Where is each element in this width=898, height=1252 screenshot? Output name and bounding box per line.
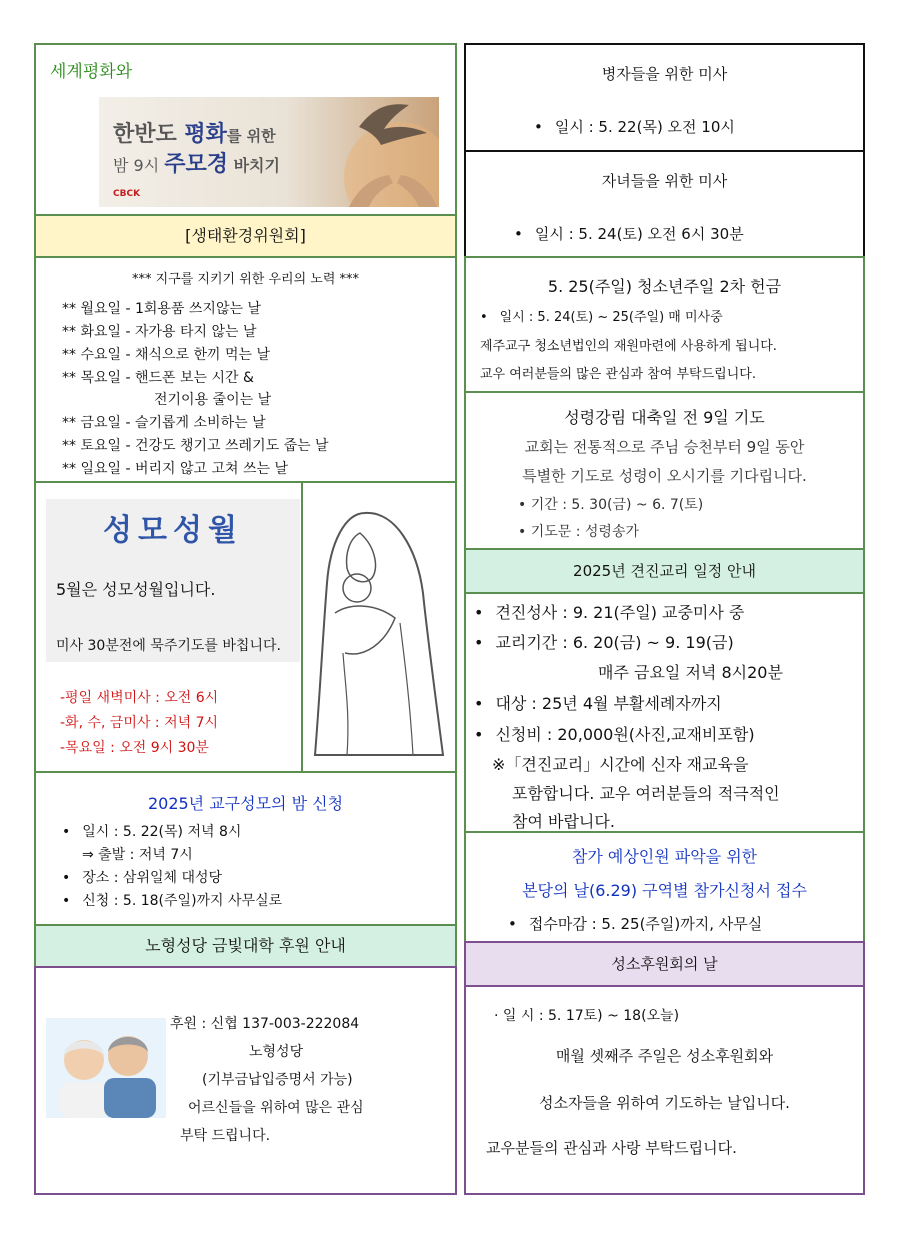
mary-line1: 5월은 성모성월입니다. bbox=[56, 580, 216, 599]
confirmation-section bbox=[464, 592, 865, 833]
pentecost-line1: 교회는 전통적으로 주님 승천부터 9일 동안 bbox=[524, 438, 805, 456]
children-mass-title: 자녀들을 위한 미사 bbox=[601, 172, 728, 190]
pentecost-section bbox=[464, 391, 865, 550]
vocation-line4: 교우분들의 관심과 사랑 부탁드립니다. bbox=[486, 1139, 737, 1157]
parish-day-line1: 참가 예상인원 파악을 위한 bbox=[571, 847, 758, 866]
confirmation-header-text: 2025년 견진교리 일정 안내 bbox=[573, 562, 756, 580]
banner-line1 bbox=[113, 117, 276, 148]
eco-item-tue: ** 화요일 - 자가용 타지 않는 날 bbox=[62, 324, 257, 340]
night-date: • 일시 : 5. 22(목) 저녁 8시 bbox=[62, 821, 241, 841]
confirmation-note3: 참여 바랍니다. bbox=[512, 812, 615, 831]
silver-account: 후원 : 신협 137-003-222084 bbox=[170, 1016, 360, 1032]
youth-date: • 일시 : 5. 24(토) ~ 25(주일) 매 미사중 bbox=[480, 306, 723, 325]
mary-title: 성모성월 bbox=[103, 513, 243, 548]
peace-title: 세계평화와 bbox=[50, 62, 133, 82]
marian-night-section bbox=[34, 771, 457, 926]
confirmation-fee: • 신청비 : 20,000원(사진,교재비포함) bbox=[474, 722, 755, 745]
silver-receipt: (기부금납입증명서 가능) bbox=[202, 1072, 353, 1088]
eco-item-wed: ** 수요일 - 채식으로 한끼 먹는 날 bbox=[62, 347, 271, 363]
vocation-section bbox=[464, 985, 865, 1195]
vocation-line2: 매월 셋째주 주일은 성소후원회와 bbox=[555, 1047, 774, 1065]
eco-item-mon: ** 월요일 - 1회용품 쓰지않는 날 bbox=[62, 301, 261, 317]
mary-section bbox=[34, 481, 303, 773]
eco-header bbox=[34, 214, 457, 258]
mary-time-tue-wed-fri: -화, 수, 금미사 : 저녁 7시 bbox=[60, 715, 219, 731]
confirmation-schedule: 매주 금요일 저녁 8시20분 bbox=[598, 663, 783, 682]
sick-mass-title: 병자들을 위한 미사 bbox=[601, 65, 728, 83]
parish-day-section bbox=[464, 831, 865, 943]
pentecost-line2: 특별한 기도로 성령이 오시기를 기다립니다. bbox=[522, 467, 807, 485]
confirmation-note2: 포함합니다. 교우 여러분들의 적극적인 bbox=[512, 784, 780, 803]
confirmation-note1: ※「견진교리」시간에 신자 재교육을 bbox=[492, 755, 749, 774]
youth-title: 5. 25(주일) 청소년주일 2차 헌금 bbox=[547, 277, 782, 296]
dove-hands-icon bbox=[289, 97, 439, 207]
confirmation-target: • 대상 : 25년 4월 부활세례자까지 bbox=[474, 691, 722, 714]
silver-request1: 어르신들을 위하여 많은 관심 bbox=[188, 1100, 364, 1116]
elderly-couple-icon bbox=[46, 1018, 166, 1118]
silver-header-text: 노형성당 금빛대학 후원 안내 bbox=[145, 936, 346, 955]
peace-banner bbox=[99, 97, 439, 207]
mary-illustration-frame bbox=[301, 481, 457, 773]
banner-line2 bbox=[113, 147, 280, 178]
night-place: • 장소 : 삼위일체 대성당 bbox=[62, 867, 222, 887]
banner-line1a: 한반도 bbox=[113, 122, 185, 147]
mary-time-thu: -목요일 : 오전 9시 30분 bbox=[60, 740, 209, 756]
banner-line1b: 평화 bbox=[184, 122, 227, 147]
eco-header-text: [생태환경위원회] bbox=[185, 226, 306, 245]
silver-request2: 부탁 드립니다. bbox=[180, 1128, 271, 1144]
confirmation-period: • 교리기간 : 6. 20(금) ~ 9. 19(금) bbox=[474, 630, 734, 653]
night-title: 2025년 교구성모의 밤 신청 bbox=[147, 794, 344, 813]
silver-header bbox=[34, 924, 457, 968]
silver-parish: 노형성당 bbox=[249, 1044, 304, 1060]
peace-section bbox=[34, 43, 457, 216]
vocation-date: · 일 시 : 5. 17토) ~ 18(오늘) bbox=[494, 1008, 680, 1024]
vocation-header-text: 성소후원회의 날 bbox=[611, 955, 718, 973]
children-mass-section bbox=[464, 150, 865, 258]
sick-mass-date: • 일시 : 5. 22(목) 오전 10시 bbox=[534, 116, 735, 137]
sick-mass-section bbox=[464, 43, 865, 152]
confirmation-sacrament: • 견진성사 : 9. 21(주일) 교중미사 중 bbox=[474, 600, 744, 623]
vocation-line3: 성소자들을 위하여 기도하는 날입니다. bbox=[539, 1094, 790, 1112]
youth-sunday-section bbox=[464, 256, 865, 393]
banner-line1c: 를 위한 bbox=[226, 127, 276, 145]
eco-item-thu-cont: 전기이용 줄이는 날 bbox=[154, 392, 272, 408]
cbck-logo: CBCK bbox=[113, 189, 141, 199]
eco-item-fri: ** 금요일 - 슬기롭게 소비하는 날 bbox=[62, 415, 266, 431]
silver-section bbox=[34, 966, 457, 1195]
youth-line3: 교우 여러분들의 많은 관심과 참여 부탁드립니다. bbox=[480, 367, 756, 382]
banner-line2a: 밤 9시 bbox=[113, 156, 165, 175]
parish-day-line2: 본당의 날(6.29) 구역별 참가신청서 접수 bbox=[522, 881, 807, 900]
mary-card bbox=[46, 499, 300, 662]
virgin-mary-icon bbox=[305, 493, 455, 763]
eco-title: *** 지구를 지키기 위한 우리의 노력 *** bbox=[131, 272, 360, 287]
eco-item-thu: ** 목요일 - 핸드폰 보는 시간 & bbox=[62, 370, 254, 386]
confirmation-header bbox=[464, 548, 865, 594]
pentecost-period: • 기간 : 5. 30(금) ~ 6. 7(토) bbox=[518, 497, 704, 513]
mary-line2: 미사 30분전에 묵주기도를 바칩니다. bbox=[56, 638, 281, 654]
eco-item-sun: ** 일요일 - 버리지 않고 고쳐 쓰는 날 bbox=[62, 461, 289, 477]
night-departure: ⇒ 출발 : 저녁 7시 bbox=[82, 847, 193, 863]
banner-line2c: 바치기 bbox=[228, 156, 280, 175]
pentecost-prayer: • 기도문 : 성령송가 bbox=[518, 524, 639, 540]
vocation-header bbox=[464, 941, 865, 987]
youth-line2: 제주교구 청소년법인의 재원마련에 사용하게 됩니다. bbox=[480, 339, 777, 354]
eco-section bbox=[34, 256, 457, 483]
pentecost-title: 성령강림 대축일 전 9일 기도 bbox=[564, 408, 765, 427]
parish-day-deadline: • 접수마감 : 5. 25(주일)까지, 사무실 bbox=[508, 913, 762, 934]
eco-item-sat: ** 토요일 - 건강도 챙기고 쓰레기도 줍는 날 bbox=[62, 438, 329, 454]
banner-line2b: 주모경 bbox=[164, 152, 229, 177]
night-apply: • 신청 : 5. 18(주일)까지 사무실로 bbox=[62, 890, 282, 910]
mary-time-weekday: -평일 새벽미사 : 오전 6시 bbox=[60, 690, 219, 706]
children-mass-date: • 일시 : 5. 24(토) 오전 6시 30분 bbox=[514, 223, 744, 244]
